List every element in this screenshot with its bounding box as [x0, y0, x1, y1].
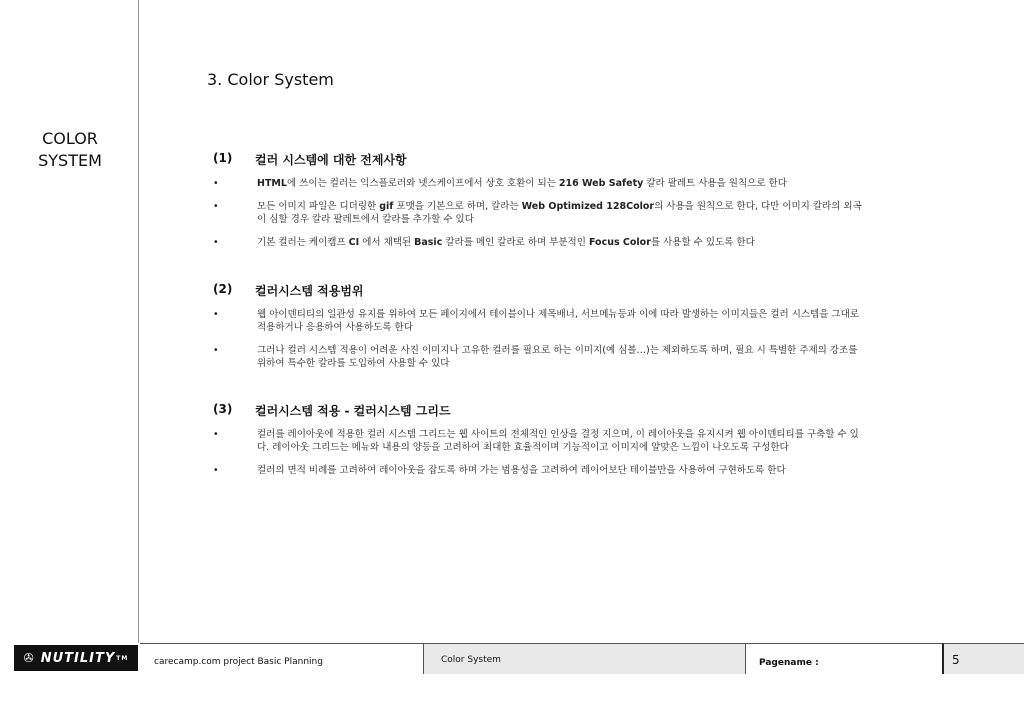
bullet-icon: • [213, 201, 219, 212]
footer-page-number-cell [942, 643, 1024, 674]
footer-pagename-label: Pagename : [759, 658, 819, 668]
bullet-icon: • [213, 465, 219, 476]
logo-mark-icon: ✇ [23, 651, 35, 665]
list-item [213, 177, 863, 190]
section-title: 컬러시스템 적용 - 컬러시스템 그리드 [255, 404, 451, 418]
list-item [213, 308, 863, 334]
list-item [213, 236, 863, 249]
sidebar-divider [138, 0, 139, 643]
section-header [213, 282, 863, 302]
section-title: 컬러 시스템에 대한 전제사항 [255, 153, 407, 167]
footer-project: carecamp.com project Basic Planning [154, 657, 323, 667]
section-2 [213, 282, 863, 370]
section-1 [213, 151, 863, 249]
list-item [213, 464, 863, 477]
list-item-text: 컬러를 레이아웃에 적용한 컬러 시스템 그리드는 웹 사이트의 전체적인 인상을 결정 지으며, 이 레이아웃을 유지시켜 웹 아이덴티티를 구축할 수 있다. 레이아웃 그리드는 메뉴와 내용의 양등을 고려하여 최대한 효율적이며 기능적이고 이미지에 알맞은 느낌이 나오도록 구성한다 [257, 429, 859, 453]
footer-title-cell [423, 643, 746, 674]
section-header [213, 402, 863, 422]
logo-text: NUTILITY [40, 650, 116, 666]
page-number: 5 [952, 653, 960, 667]
bullet-icon: • [213, 237, 219, 248]
footer-page-title: Color System [441, 655, 501, 665]
logo [14, 645, 138, 671]
logo-trademark: TM [116, 654, 129, 662]
section-header [213, 151, 863, 171]
sidebar-title [0, 128, 140, 172]
list-item [213, 200, 863, 226]
section-number: (1) [213, 151, 233, 165]
section-title: 컬러시스템 적용범위 [255, 284, 364, 298]
sidebar-title-line2: SYSTEM [38, 151, 102, 170]
list-item-text: 기본 컬러는 케이캠프 CI 에서 채택된 Basic 칼라를 메인 칼라로 하며 부분적인 Focus Color를 사용할 수 있도록 한다 [257, 237, 755, 248]
list-item-text: 그러나 컬러 시스템 적용이 어려운 사진 이미지나 고유한 컬러를 필요로 하는 이미지(예 심볼…)는 제외하도록 하며, 필요 시 특별한 주제의 강조를 위하여 특수한 칼라를 도입하여 사용할 수 있다 [257, 345, 858, 369]
list-item-text: HTML에 쓰이는 컬러는 익스플로러와 넷스케이프에서 상호 호환이 되는 216 Web Safety 칼라 팔레트 사용을 원칙으로 한다 [257, 178, 787, 189]
footer-bar [0, 643, 1024, 673]
list-item-text: 컬러의 면적 비례를 고려하여 레이아웃을 잡도록 하며 가는 범용성을 고려하여 레이어보단 테이블만을 사용하여 구현하도록 한다 [257, 465, 786, 476]
section-number: (3) [213, 402, 233, 416]
list-item [213, 428, 863, 454]
page-title: 3. Color System [207, 70, 334, 89]
list-item [213, 344, 863, 370]
bullet-icon: • [213, 309, 219, 320]
sidebar-title-line1: COLOR [42, 129, 98, 148]
footer-project-cell [140, 643, 423, 674]
bullet-icon: • [213, 345, 219, 356]
list-item-text: 모든 이미지 파일은 디더링한 gif 포맷을 기본으로 하며, 칼라는 Web Optimized 128Color의 사용을 원칙으로 한다, 다만 이미지 칼라의 외곡이 심할 경우 칼라 팔레트에서 칼라를 추가할 수 있다 [257, 201, 862, 225]
list-item-text: 웹 아이덴티티의 일관성 유지를 위하여 모든 페이지에서 테이블이나 제목배너, 서브메뉴등과 이에 따라 발생하는 이미지들은 컬러 시스템을 그대로 적용하거나 응용하여 사용하도록 한다 [257, 309, 859, 333]
footer-pagename-cell [745, 643, 943, 674]
section-3 [213, 402, 863, 477]
section-number: (2) [213, 282, 233, 296]
bullet-icon: • [213, 178, 219, 189]
bullet-icon: • [213, 429, 219, 440]
